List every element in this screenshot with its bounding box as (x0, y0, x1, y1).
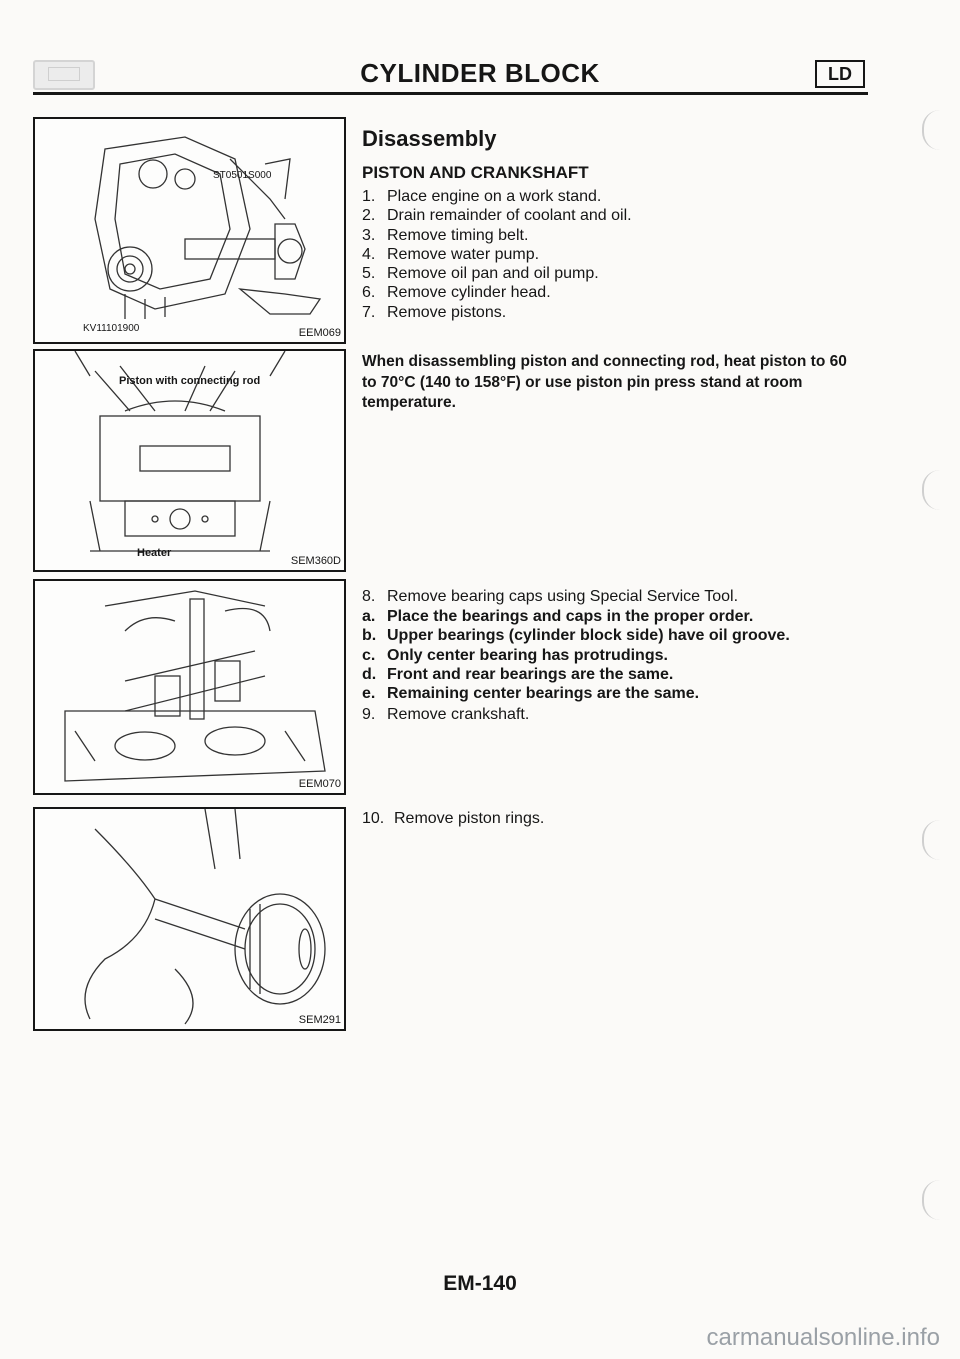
figure-code: EEM069 (298, 327, 341, 339)
figure-engine-on-stand (33, 117, 346, 344)
list-item: 3. Remove timing belt. (362, 226, 529, 244)
page-title: CYLINDER BLOCK (360, 58, 600, 88)
list-item: 1. Place engine on a work stand. (362, 188, 602, 205)
list-item: 4. Remove water pump. (362, 245, 540, 263)
binder-hole-mark (922, 470, 942, 510)
bearing-cap-illustration (35, 581, 344, 793)
binder-hole-mark (922, 820, 942, 860)
engine-code-badge: LD (815, 60, 865, 88)
list-item: c. Only center bearing has protrudings. (362, 646, 668, 664)
list-item: 6. Remove cylinder head. (362, 284, 551, 302)
engine-illustration (35, 119, 344, 342)
header-rule (33, 92, 868, 95)
list-item: 5. Remove oil pan and oil pump. (362, 265, 599, 283)
piston-ring-illustration (35, 809, 344, 1029)
binder-hole-mark (922, 110, 942, 150)
list-item: 9. Remove crankshaft. (362, 706, 530, 723)
bearing-steps (362, 587, 882, 606)
section-subtitle: PISTON AND CRANKSHAFT (362, 163, 589, 182)
list-item: e. Remaining center bearings are the same. (362, 685, 700, 703)
list-item: 2. Drain remainder of coolant and oil. (362, 207, 632, 225)
callout-label: Heater (137, 547, 172, 559)
tool-label: ST0501S000 (213, 170, 272, 181)
binder-hole-mark (922, 1180, 942, 1220)
figure-code: SEM360D (290, 555, 341, 567)
page-number: EM-140 (443, 1272, 517, 1295)
list-item: d. Front and rear bearings are the same. (362, 665, 674, 683)
list-item: 7. Remove pistons. (362, 303, 507, 321)
list-item: b. Upper bearings (cylinder block side) have oil groove. (362, 627, 790, 645)
list-item: 8. Remove bearing caps using Special Service Tool. (362, 588, 739, 605)
piston-ring-step (362, 809, 882, 828)
figure-piston-ring-removal (33, 807, 346, 1031)
figure-code: SEM291 (298, 1014, 341, 1026)
site-watermark: carmanualsonline.info (706, 1324, 940, 1351)
list-item: a. Place the bearings and caps in the proper order. (362, 608, 754, 625)
list-item: 10. Remove piston rings. (362, 810, 545, 827)
figure-piston-heater (33, 349, 346, 572)
figure-code: EEM070 (298, 778, 341, 790)
heating-note: When disassembling piston and connecting rod, heat piston to 60 to 70°C (140 to 158°F) or use piston pin press stand at room temperature. (362, 353, 847, 411)
section-title: Disassembly (362, 126, 497, 151)
figure-bearing-cap-removal (33, 579, 346, 795)
crankshaft-step (362, 705, 882, 724)
callout-label: Piston with connecting rod (119, 375, 261, 387)
tool-label: KV11101900 (83, 323, 140, 334)
disassembly-steps (362, 187, 862, 322)
bearing-substeps (362, 607, 882, 703)
